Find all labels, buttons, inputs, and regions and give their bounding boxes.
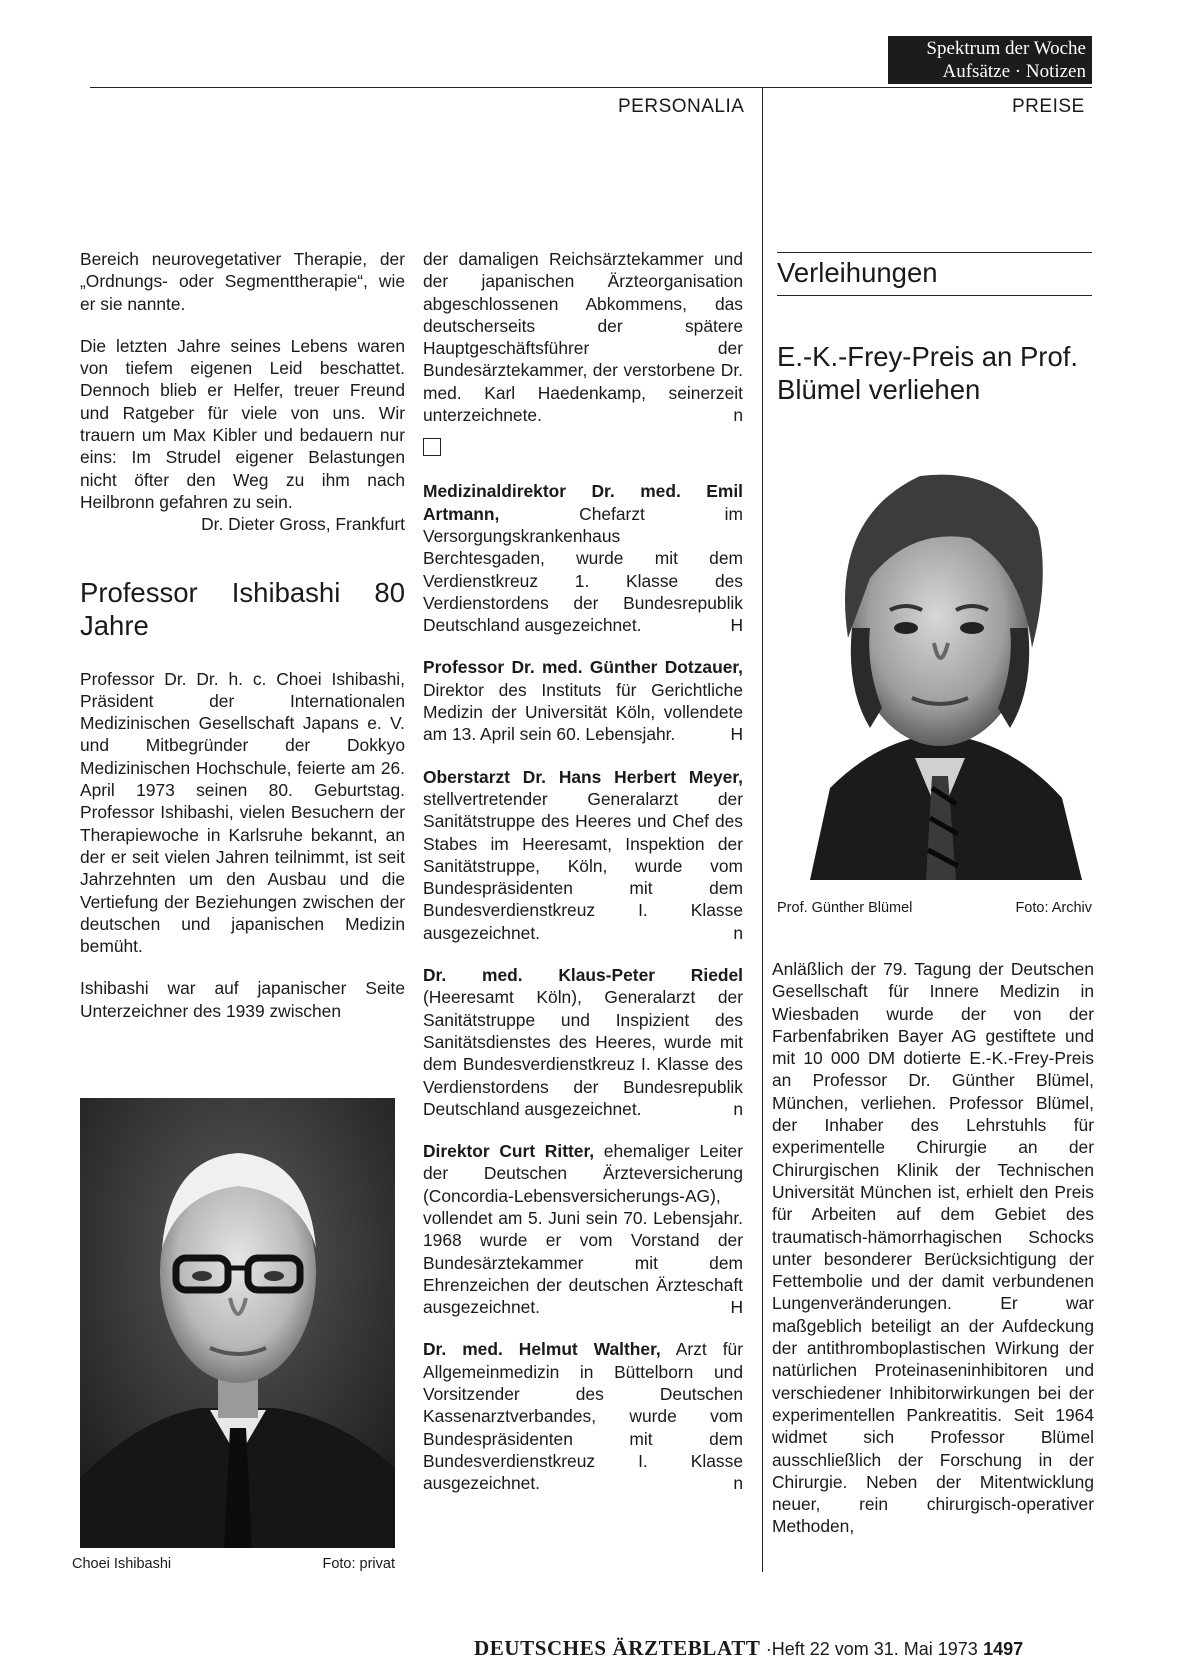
caption-ishibashi: [72, 1556, 395, 1572]
photo-ishibashi: [80, 1098, 395, 1548]
footer-page-number: 1497: [983, 1639, 1024, 1659]
obituary-signature: Dr. Dieter Gross, Frankfurt: [201, 514, 405, 535]
portrait-illustration: [800, 458, 1082, 880]
masthead-line-2: Aufsätze · Notizen: [942, 61, 1086, 82]
photo-bluemel: [800, 458, 1082, 880]
footer-journal-title: DEUTSCHES ÄRZTEBLATT: [474, 1636, 761, 1660]
personalia-item-walther: Dr. med. Helmut Walther, Arzt für Allgemeinmedizin in Büttelborn und Vorsitzender des Deutschen Kassenarztverbandes, wurde vom Bundespräsidenten mit dem Bundesverdienstkreuz I. Klasse ausgezeichnet. n: [423, 1339, 743, 1494]
footer-issue: ·Heft 22 vom 31. Mai 1973: [765, 1639, 978, 1659]
personalia-item-riedel: Dr. med. Klaus-Peter Riedel (Heeresamt Köln), Generalarzt der Sanitätstruppe und Inspizient des Sanitätsdienstes des Heeres, wurde mit dem Bundesverdienstkreuz I. Klasse des Verdienstordens der Bundesrepublik Deutschland ausgezeichnet. n: [423, 965, 743, 1119]
section-label-preise: PREISE: [1012, 96, 1085, 117]
rule-above-verleihungen: [777, 252, 1092, 253]
section-box-marker: [423, 438, 441, 456]
obituary-paragraph: Die letzten Jahre seines Lebens waren von tiefem eigenen Leid beschattet. Dennoch blieb er Helfer, treuer Freund und Ratgeber für viele von uns. Wir trauern um Max Kibler und bedauern nur eins: Im Strudel eigener Belastungen nicht öfter den Weg zu ihm nach Heilbronn gefahren zu sein.: [80, 335, 405, 512]
caption-credit: Foto: privat: [322, 1556, 395, 1572]
column-1: [80, 248, 405, 1022]
caption-bluemel: [777, 900, 1092, 916]
column-2: [423, 248, 743, 1495]
section-title-verleihungen: Verleihungen: [777, 257, 938, 288]
end-mark: n: [733, 405, 743, 426]
column-divider: [762, 87, 763, 1572]
ishibashi-paragraph-1: Professor Dr. Dr. h. c. Choei Ishibashi, Präsident der Internationalen Medizinischen Gesellschaft Japans e. V. und Mitbegründer der Dokkyo Medizinischen Hochschule, feierte am 26. April 1973 seinen 80. Geburtstag. Professor Ishibashi, vielen Besuchern der Therapiewoche in Karlsruhe bekannt, an der er seit vielen Jahren teilnimmt, ist seit Jahrzehnten um den Ausbau und die Vertiefung der Beziehungen zwischen der deutschen und japanischen Medizin bemüht.: [80, 668, 405, 957]
section-label-personalia: PERSONALIA: [618, 96, 745, 117]
column-3-body: [772, 958, 1094, 1538]
page-footer: [474, 1636, 1023, 1661]
rule-below-verleihungen: [777, 295, 1092, 296]
personalia-item-artmann: Medizinaldirektor Dr. med. Emil Artmann, Chefarzt im Versorgungskrankenhaus Berchtesgaden, wurde mit dem Verdienstkreuz 1. Klasse des Verdienstordens der Bundesrepublik Deutschland ausgezeichnet. H: [423, 481, 743, 636]
top-rule: [90, 87, 1092, 88]
personalia-item-dotzauer: Professor Dr. med. Günther Dotzauer, Direktor des Instituts für Gerichtliche Medizin der Universität Köln, vollendete am 13. April sein 60. Lebensjahr. H: [423, 657, 743, 745]
headline-frey-preis: E.-K.-Frey-Preis an Prof. Blümel verliehen: [777, 341, 1079, 405]
ishibashi-paragraph-continued: der damaligen Reichsärztekammer und der japanischen Ärzteorganisation abgeschlossenen Abkommens, das deutscherseits der spätere Hauptgeschäftsführer der Bundesärztekammer, der verstorbene Dr. med. Karl Haedenkamp, seinerzeit unterzeichnete. n: [423, 249, 743, 426]
frey-preis-paragraph: Anläßlich der 79. Tagung der Deutschen Gesellschaft für Innere Medizin in Wiesbaden wurde der von der Farbenfabriken Bayer AG gestiftete und mit 10 000 DM dotierte E.-K.-Frey-Preis an Professor Dr. Günther Blümel, München, verliehen. Professor Blümel, der Inhaber des Lehrstuhls für experimentelle Chirurgie an der Chirurgischen Klinik der Technischen Universität München ist, erhielt den Preis für Arbeiten auf dem Gebiet des traumatisch-hämorrhagischen Schocks unter besonderer Berücksichtigung der Fettembolie und der damit verbundenen Lungenveränderungen. Er war maßgeblich beteiligt an der Aufdeckung der antithromboplastischen Wirkung der natürlichen Proteinaseninhibitoren und verschiedener Inhibitorwirkungen bei der experimentellen Pankreatitis. Seit 1964 widmet sich Professor Blümel ausschließlich der Forschung in der Chirurgie. Neben der Mitentwicklung neuer, rein chirurgisch-operativer Methoden,: [772, 959, 1094, 1537]
masthead-line-1: Spektrum der Woche: [926, 38, 1086, 59]
masthead-badge: [888, 36, 1092, 84]
caption-credit: Foto: Archiv: [1015, 900, 1092, 916]
caption-name: Prof. Günther Blümel: [777, 900, 913, 916]
ishibashi-paragraph-2: Ishibashi war auf japanischer Seite Unterzeichner des 1939 zwischen: [80, 978, 405, 1021]
portrait-illustration: [80, 1098, 395, 1548]
obituary-end-paragraph: Bereich neurovegetativer Therapie, der „Ordnungs- oder Segmenttherapie“, wie er sie nannte.: [80, 249, 405, 314]
personalia-item-meyer: Oberstarzt Dr. Hans Herbert Meyer, stellvertretender Generalarzt der Sanitätstruppe des Heeres und Chef des Stabes im Heeresamt, Inspektion der Sanitätstruppe, Köln, wurde vom Bundespräsidenten mit dem Bundesverdienstkreuz I. Klasse ausgezeichnet. n: [423, 766, 743, 943]
personalia-item-ritter: Direktor Curt Ritter, ehemaliger Leiter der Deutschen Ärzteversicherung (Concordia-Lebensversicherungs-AG), vollendet am 5. Juni sein 70. Lebensjahr. 1968 wurde er vom Vorstand der Bundesärztekammer mit dem Ehrenzeichen der deutschen Ärzteschaft ausgezeichnet. H: [423, 1141, 744, 1318]
caption-name: Choei Ishibashi: [72, 1556, 172, 1572]
article-heading-ishibashi: Professor Ishibashi 80 Jahre: [80, 576, 405, 641]
